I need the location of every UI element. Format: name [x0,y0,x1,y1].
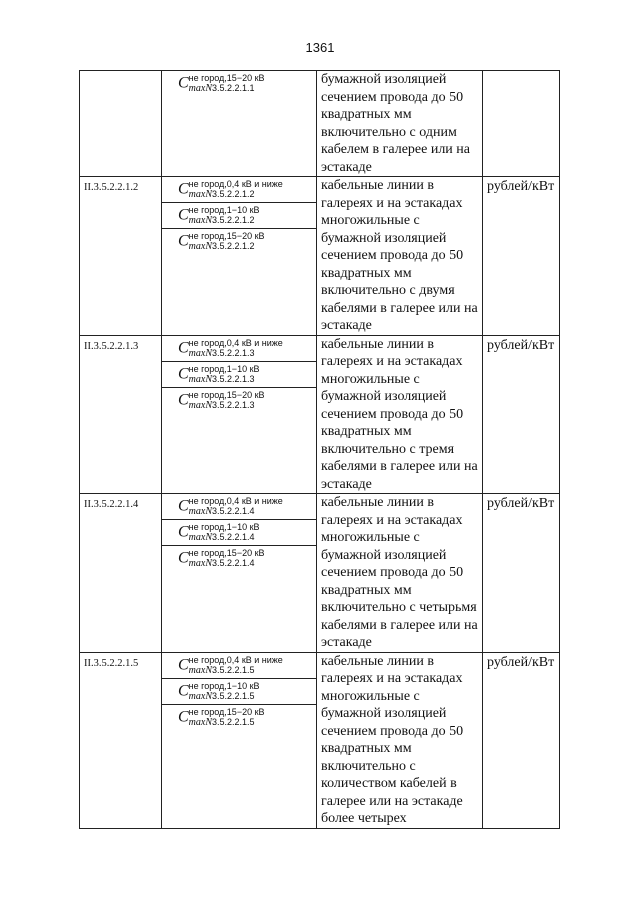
table-row [80,494,560,653]
row-description: кабельные линии в галереях и на эстакадах многожильные с бумажной изоляцией сечением провода до 50 квадратных мм включительно с тремя кабелями в галерее или на эстакаде [317,335,483,494]
formula-subscript [189,374,260,385]
formula-subscript-index: 3.5.2.2.1.3 [212,399,255,410]
formula-subscript [189,189,283,200]
row-code: II.3.5.2.2.1.5 [80,652,162,828]
rate-formula [162,71,316,96]
formula-subscript [189,558,265,569]
rate-formula [162,520,316,546]
formula-scripts [189,231,265,252]
formula-subscript [189,717,265,728]
formula-subscript-index: 3.5.2.2.1.1 [212,83,255,93]
row-unit: рублей/кВт [483,177,560,336]
table-row [80,71,560,177]
formula-scripts [189,681,260,702]
formula-symbol: C [178,656,189,673]
formula-subscript-italic: maxN [188,716,213,728]
row-code: II.3.5.2.2.1.2 [80,177,162,336]
formula-subscript-index: 3.5.2.2.1.3 [212,347,255,358]
tariff-table [79,70,560,829]
formula-subscript [189,400,265,411]
formula-subscript-index: 3.5.2.2.1.5 [212,664,255,675]
row-description: кабельные линии в галереях и на эстакадах многожильные с бумажной изоляцией сечением провода до 50 квадратных мм включительно с количеством кабелей в галерее или на эстакаде более четырех [317,652,483,828]
formula-symbol: C [178,339,189,356]
row-code: II.3.5.2.2.1.3 [80,335,162,494]
formula-subscript-index: 3.5.2.2.1.2 [212,189,255,199]
formula-subscript [189,215,260,226]
rate-formula [162,388,316,413]
rate-formula [162,705,316,730]
formula-superscript: не город,0,4 кВ и ниже [188,496,283,506]
formula-scripts [189,364,260,385]
row-unit: рублей/кВт [483,335,560,494]
formula-symbol: C [178,180,189,198]
formula-symbol: C [178,497,189,515]
formula-subscript [189,348,283,359]
formula-scripts [189,707,265,728]
formula-superscript: не город,1−10 кВ [188,522,260,532]
formula-subscript [189,83,265,94]
formula-subscript-index: 3.5.2.2.1.4 [212,506,255,516]
formula-scripts [189,496,283,517]
formula-superscript: не город,0,4 кВ и ниже [188,654,283,665]
formula-scripts [189,73,265,94]
formula-subscript-italic: maxN [188,215,213,226]
formula-symbol: C [178,523,189,541]
row-description: кабельные линии в галереях и на эстакадах многожильные с бумажной изоляцией сечением провода до 50 квадратных мм включительно с четырьмя кабелями в галерее или на эстакаде [317,494,483,653]
row-unit: рублей/кВт [483,652,560,828]
formula-subscript [189,691,260,702]
rate-formula [162,653,316,679]
formula-subscript [189,241,265,252]
formula-symbol: C [178,74,189,92]
formula-symbol: C [178,206,189,224]
formula-symbol: C [178,549,189,567]
table-row [80,177,560,336]
rate-formula [162,679,316,705]
formula-subscript-italic: maxN [188,241,213,252]
formula-scripts [189,179,283,200]
row-formulas [162,71,317,177]
table-row [80,652,560,828]
page-number: 1361 [305,40,335,55]
formula-subscript-italic: maxN [188,690,213,702]
formula-scripts [189,205,260,226]
formula-subscript-index: 3.5.2.2.1.4 [212,532,255,542]
formula-subscript-italic: maxN [188,83,213,94]
formula-symbol: C [178,391,189,408]
formula-subscript-index: 3.5.2.2.1.2 [212,215,255,225]
rate-formula [162,177,316,203]
row-formulas [162,177,317,336]
formula-subscript [189,506,283,517]
formula-subscript-italic: maxN [188,532,213,543]
row-unit [483,71,560,177]
formula-subscript-italic: maxN [188,347,213,359]
formula-superscript: не город,15−20 кВ [188,706,265,717]
row-formulas [162,335,317,494]
formula-subscript [189,532,260,543]
rate-formula [162,203,316,229]
formula-superscript: не город,15−20 кВ [188,231,265,241]
formula-scripts [189,655,283,676]
row-description: бумажной изоляцией сечением провода до 50 квадратных мм включительно с одним кабелем в галерее или на эстакаде [317,71,483,177]
rate-formula [162,336,316,362]
formula-superscript: не город,0,4 кВ и ниже [188,179,283,189]
formula-subscript-index: 3.5.2.2.1.3 [212,373,255,384]
formula-symbol: C [178,708,189,725]
row-code [80,71,162,177]
rate-formula [162,362,316,388]
formula-subscript-index: 3.5.2.2.1.4 [212,558,255,568]
formula-symbol: C [178,682,189,699]
formula-subscript-italic: maxN [188,558,213,569]
formula-symbol: C [178,365,189,382]
formula-subscript [189,665,283,676]
formula-subscript-italic: maxN [188,189,213,200]
formula-superscript: не город,0,4 кВ и ниже [188,337,283,348]
formula-superscript: не город,1−10 кВ [188,205,260,215]
row-code: II.3.5.2.2.1.4 [80,494,162,653]
formula-superscript: не город,1−10 кВ [188,680,260,691]
rate-formula [162,494,316,520]
formula-subscript-index: 3.5.2.2.1.2 [212,241,255,251]
formula-subscript-index: 3.5.2.2.1.5 [212,716,255,727]
formula-scripts [189,338,283,359]
rate-formula [162,546,316,571]
formula-subscript-italic: maxN [188,664,213,676]
formula-superscript: не город,15−20 кВ [188,389,265,400]
formula-superscript: не город,15−20 кВ [188,73,265,83]
row-formulas [162,652,317,828]
row-description: кабельные линии в галереях и на эстакадах многожильные с бумажной изоляцией сечением провода до 50 квадратных мм включительно с двумя кабелями в галерее или на эстакаде [317,177,483,336]
formula-superscript: не город,15−20 кВ [188,548,265,558]
row-formulas [162,494,317,653]
formula-subscript-index: 3.5.2.2.1.5 [212,690,255,701]
tariff-table-body [80,71,560,829]
formula-symbol: C [178,232,189,250]
formula-superscript: не город,1−10 кВ [188,363,260,374]
row-unit: рублей/кВт [483,494,560,653]
formula-subscript-italic: maxN [188,399,213,411]
table-row [80,335,560,494]
formula-subscript-italic: maxN [188,506,213,517]
formula-subscript-italic: maxN [188,373,213,385]
formula-scripts [189,522,260,543]
formula-scripts [189,548,265,569]
rate-formula [162,229,316,254]
formula-scripts [189,390,265,411]
